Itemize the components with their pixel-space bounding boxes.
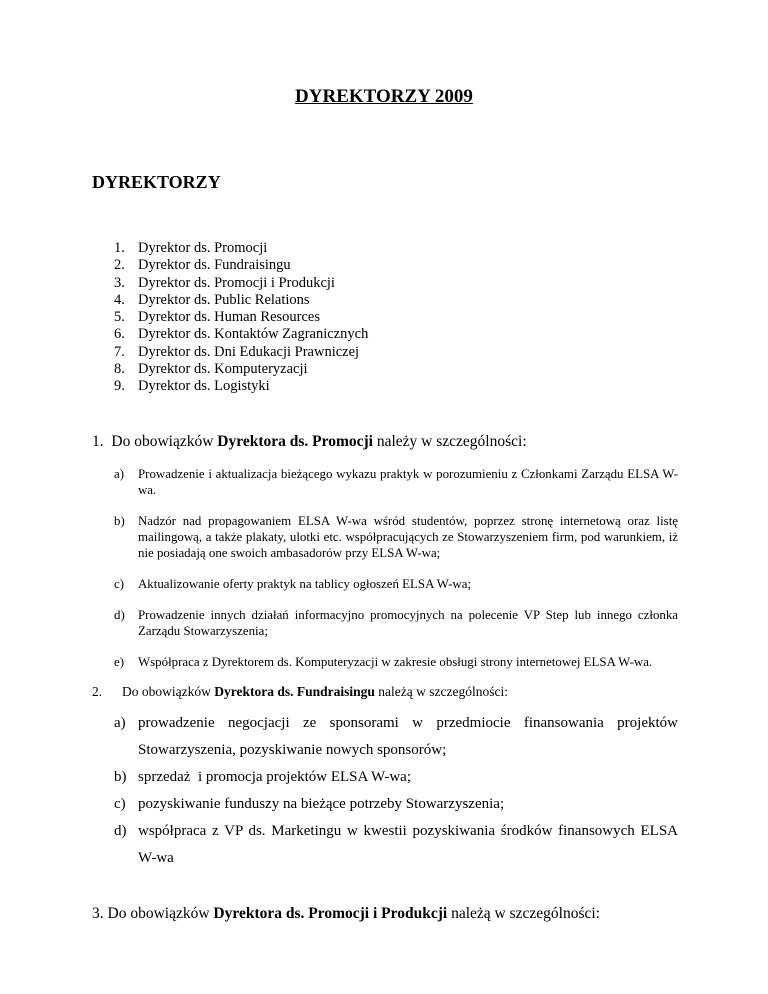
section-1-heading: 1. Do obowiązków Dyrektora ds. Promocji należy w szczególności: bbox=[92, 433, 527, 450]
list-item: 4. Dyrektor ds. Public Relations bbox=[114, 291, 310, 308]
list-item: 8. Dyrektor ds. Komputeryzacji bbox=[114, 361, 308, 378]
list-item: 7. Dyrektor ds. Dni Edukacji Prawniczej bbox=[114, 343, 360, 360]
list-item: a) prowadzenie negocjacji ze sponsorami w przedmiocie finansowania projektów Stowarzyszenia, pozyskiwanie nowych sponsorów; bbox=[114, 715, 678, 758]
list-item: 1. Dyrektor ds. Promocji bbox=[114, 240, 268, 256]
list-item: b) sprzedaż i promocja projektów ELSA W-wa; bbox=[114, 769, 411, 785]
list-item: c) pozyskiwanie funduszy na bieżące potrzeby Stowarzyszenia; bbox=[114, 796, 505, 812]
list-item: d) Prowadzenie innych działań informacyjno promocyjnych na polecenie VP Step lub innego członka Zarządu Stowarzyszenia; bbox=[114, 608, 678, 638]
list-item: d) współpraca z VP ds. Marketingu w kwestii pozyskiwania środków finansowych ELSA W-wa bbox=[114, 823, 678, 866]
section-2-heading: 2. Do obowiązków Dyrektora ds. Fundraisingu należą w szczególności: bbox=[92, 684, 508, 699]
list-item: b) Nadzór nad propagowaniem ELSA W-wa wśród studentów, poprzez stronę internetową oraz listę mailingową, a także plakaty, ulotki etc. współpracujących ze Stowarzyszeniem firm, pod warunkiem, iż nie posiadają one swoich ambasadorów przy ELSA W-wa; bbox=[114, 514, 678, 560]
list-item: 6. Dyrektor ds. Kontaktów Zagranicznych bbox=[114, 326, 369, 343]
list-item: 5. Dyrektor ds. Human Resources bbox=[114, 309, 321, 326]
list-item: c) Aktualizowanie oferty praktyk na tablicy ogłoszeń ELSA W-wa; bbox=[114, 577, 472, 591]
section-2-duties bbox=[114, 710, 678, 872]
list-item: e) Współpraca z Dyrektorem ds. Komputeryzacji w zakresie obsługi strony internetowej ELSA W-wa. bbox=[114, 655, 653, 669]
list-item: a) Prowadzenie i aktualizacja bieżącego wykazu praktyk w porozumieniu z Członkami Zarządu ELSA W-wa. bbox=[114, 467, 678, 497]
list-item: 3. Dyrektor ds. Promocji i Produkcji bbox=[114, 274, 335, 291]
document-title: DYREKTORZY 2009 bbox=[295, 86, 473, 107]
list-item: 2. Dyrektor ds. Fundraisingu bbox=[114, 257, 291, 274]
section-1-duties bbox=[114, 466, 678, 688]
list-item: 9. Dyrektor ds. Logistyki bbox=[114, 378, 270, 395]
section-heading: DYREKTORZY bbox=[92, 172, 221, 192]
directors-list bbox=[114, 240, 368, 396]
section-3-heading: 3. Do obowiązków Dyrektora ds. Promocji i Produkcji należą w szczególności: bbox=[92, 905, 600, 922]
